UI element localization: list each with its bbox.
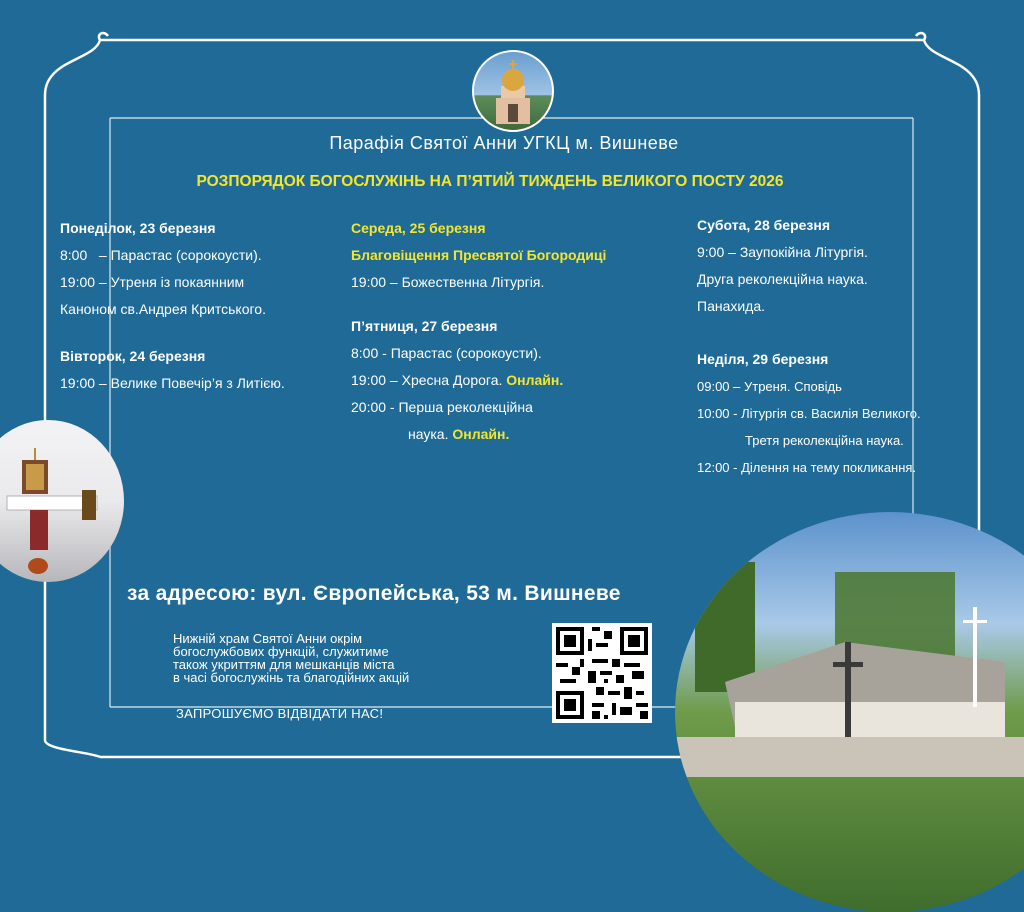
service-line: 10:00 - Літургія св. Василія Великого.: [697, 406, 921, 421]
service-line: Панахида.: [697, 298, 766, 314]
schedule-column-2: [351, 215, 681, 448]
service-line: 19:00 – Велике Повечір’я з Литією.: [60, 375, 285, 391]
service-line: 8:00 - Парастас (сорокоусти).: [351, 345, 542, 361]
parish-title: Парафія Святої Анни УГКЦ м. Вишневе: [329, 133, 679, 153]
shelter-notice: [173, 632, 513, 684]
feast-title: Благовіщення Пресвятої Богородиці: [351, 247, 607, 263]
service-line: 19:00 – Божественна Літургія.: [351, 274, 545, 290]
shelter-line: також укриттям для мешканців міста: [173, 657, 395, 672]
church-logo-image: [472, 50, 554, 132]
service-line: 19:00 – Утреня із покаянним: [60, 274, 245, 290]
service-text: наука.: [408, 426, 449, 442]
day-heading-tuesday: Вівторок, 24 березня: [60, 348, 206, 364]
service-line: Каноном св.Андрея Критського.: [60, 301, 266, 317]
day-heading-sunday: Неділя, 29 березня: [697, 351, 829, 367]
day-heading-wednesday: Середа, 25 березня: [351, 220, 486, 236]
day-heading-friday: П’ятниця, 27 березня: [351, 318, 498, 334]
service-line: 8:00 – Парастас (сорокоусти).: [60, 247, 262, 263]
service-line-with-online: [351, 367, 681, 394]
service-line: 09:00 – Утреня. Сповідь: [697, 379, 842, 394]
service-line: Друга реколекційна наука.: [697, 271, 868, 287]
service-line-with-online: [351, 421, 681, 448]
service-line: 20:00 - Перша реколекційна: [351, 399, 533, 415]
schedule-column-1: [60, 215, 340, 397]
day-heading-saturday: Субота, 28 березня: [697, 217, 830, 233]
online-badge: Онлайн.: [452, 426, 510, 442]
online-badge: Онлайн.: [506, 372, 564, 388]
schedule-column-3: [697, 212, 997, 481]
day-heading-monday: Понеділок, 23 березня: [60, 220, 216, 236]
address-text: за адресою: вул. Європейська, 53 м. Вишневе: [127, 582, 621, 605]
service-line: Третя реколекційна наука.: [745, 433, 904, 448]
service-text: 19:00 – Хресна Дорога.: [351, 372, 503, 388]
schedule-title: РОЗПОРЯДОК БОГОСЛУЖІНЬ НА П’ЯТИЙ ТИЖДЕНЬ ВЕЛИКОГО ПОСТУ 2026: [196, 173, 784, 190]
qr-code-icon: [552, 623, 652, 723]
service-line: 9:00 – Заупокійна Літургія.: [697, 244, 868, 260]
shelter-line: в часі богослужінь та благодійних акцій: [173, 670, 410, 685]
service-line: 12:00 - Ділення на тему покликання.: [697, 460, 917, 475]
invite-text: ЗАПРОШУЄМО ВІДВІДАТИ НАС!: [176, 706, 384, 721]
qr-code[interactable]: [552, 623, 652, 723]
church-icon: [474, 52, 552, 130]
shelter-line: богослужбових функцій, служитиме: [173, 644, 389, 659]
shelter-line: Нижній храм Святої Анни окрім: [173, 631, 363, 646]
